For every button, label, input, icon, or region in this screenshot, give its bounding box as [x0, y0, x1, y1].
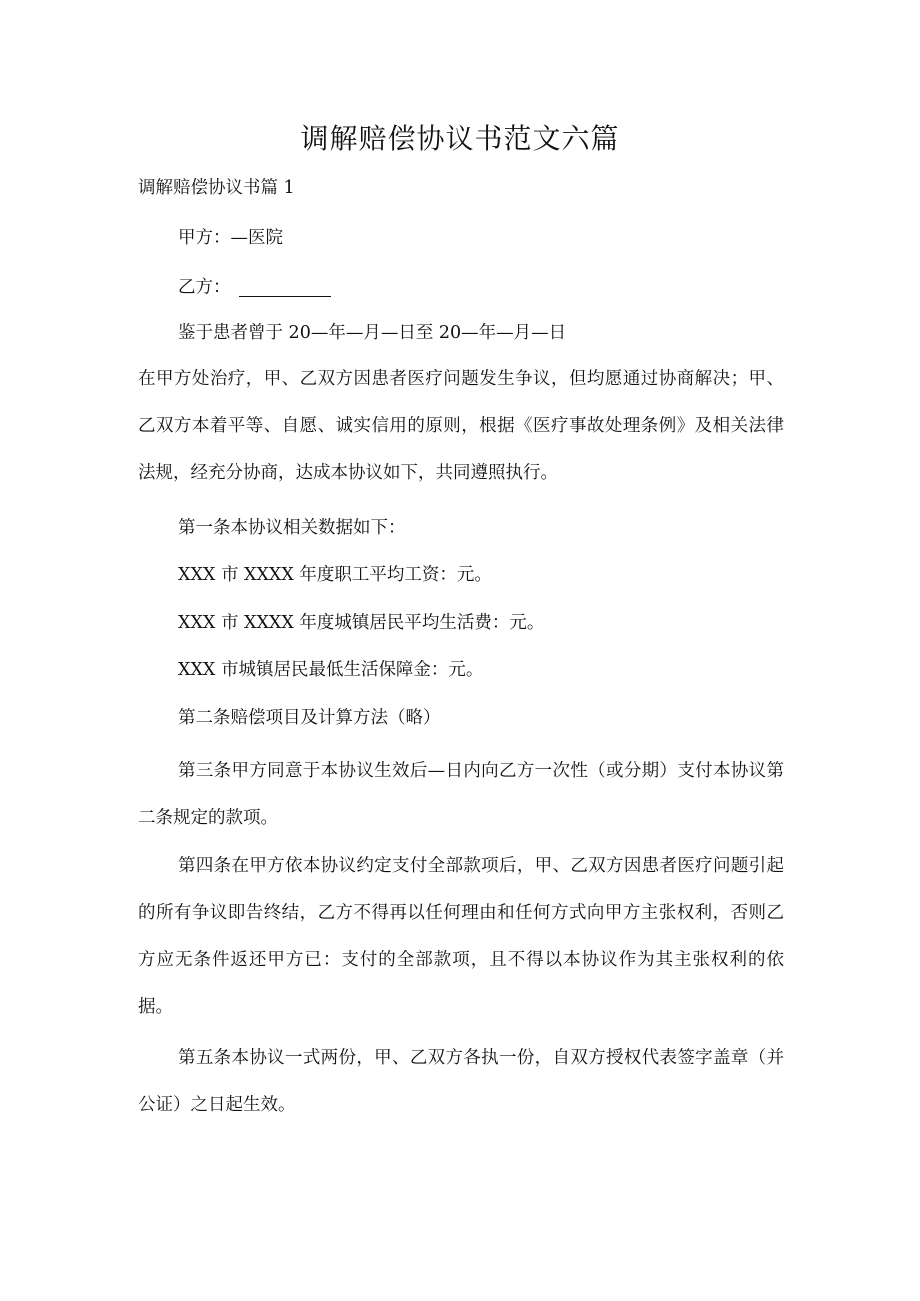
section-heading: 调解赔偿协议书篇 1 — [138, 178, 295, 198]
data-line-living-cost: XXX 市 XXXX 年度城镇居民平均生活费：元。 — [178, 613, 545, 633]
data-line-min-security: XXX 市城镇居民最低生活保障金：元。 — [178, 660, 484, 680]
party-b-blank — [239, 278, 331, 297]
article-three: 第三条甲方同意于本协议生效后—日内向乙方一次性（或分期）支付本协议第二条规定的款项。 — [138, 761, 784, 828]
party-b-label: 乙方： — [178, 277, 231, 298]
party-b-line — [178, 278, 331, 297]
article-two: 第二条赔偿项目及计算方法（略） — [178, 708, 441, 728]
document-title: 调解赔偿协议书范文六篇 — [300, 122, 620, 155]
preamble-paragraph: 在甲方处治疗，甲、乙双方因患者医疗问题发生争议，但均愿通过协商解决；甲、乙双方本着平等、自愿、诚实信用的原则，根据《医疗事故处理条例》及相关法律法规，经充分协商，达成本协议如下，共同遵照执行。 — [138, 369, 784, 483]
article-one: 第一条本协议相关数据如下： — [178, 518, 406, 538]
article-four: 第四条在甲方依本协议约定支付全部款项后，甲、乙双方因患者医疗问题引起的所有争议即告终结，乙方不得再以任何理由和任何方式向甲方主张权利，否则乙方应无条件返还甲方已：支付的全部款项，且不得以本协议作为其主张权利的依据。 — [138, 856, 784, 1017]
data-line-wage: XXX 市 XXXX 年度职工平均工资：元。 — [178, 565, 492, 585]
article-five: 第五条本协议一式两份，甲、乙双方各执一份，自双方授权代表签字盖章（并公证）之日起生效。 — [138, 1048, 784, 1115]
party-a-line: 甲方：—医院 — [178, 228, 283, 248]
preamble-first-line: 鉴于患者曾于 20—年—月—日至 20—年—月—日 — [178, 323, 567, 343]
